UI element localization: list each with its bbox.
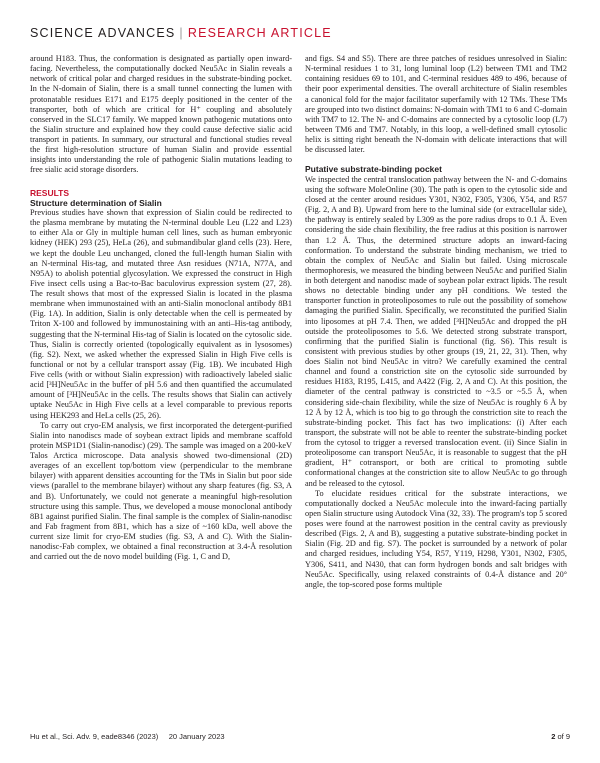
subheading-binding-pocket: Putative substrate-binding pocket: [305, 164, 442, 175]
page-number-total: of 9: [557, 732, 570, 741]
intro-paragraph-continued: around H183. Thus, the conformation is designated as partially open inward-facing. Nevertheless, the computationally docked Neu5Ac in Sialin reveals a network of critical polar and charged residues in the substrate-binding pocket. In the N-domain of Sialin, there is a small tunnel connecting the lumen with protonatable residues E171 and E175 deeply positioned in the center of the transporter, both of which are critical for H⁺ coupling and absolutely conserved in the SLC17 family. We mapped known pathogenic mutations onto the Sialin structure and explained how they could cause defective sialic acid transport in patients. In summary, our structural and functional studies reveal the first high-resolution structure of human Sialin and provide essential insights into understanding the role of pathogenic Sialin mutations leading to free sialic acid storage disorders.: [30, 54, 292, 175]
body-paragraph: To elucidate residues critical for the substrate interactions, we computationally docked a Neu5Ac molecule into the inward-facing partially open Sialin structure using Autodock Vina (32, 33). The program's top 5 scored poses were found at the narrowest position in the central cavity as previously described (Figs. 2, A and B), suggesting a putative substrate-binding pocket in Sialin (Fig. 2D and fig. S7). The pocket is surrounded by a network of polar and charged residues, including Y54, R57, Y119, H298, Y301, N302, F305, Y306, S411, and N430, that can form hydrogen bonds and salt bridges with Neu5Ac. Specifically, using relaxed constraints of 0.4-Å distance and 20° angle, the top-scored pose forms multiple: [305, 488, 567, 589]
page-number-current: 2: [551, 732, 556, 741]
results-heading: RESULTS: [30, 187, 70, 198]
body-paragraph: To carry out cryo-EM analysis, we first incorporated the detergent-purified Sialin into nanodiscs made of soybean extract lipids and membrane scaffold protein MSP1D1 (Sialin-nanodisc) (29). The sample was imaged on a 200-keV Talos Arctica microscope. Data analysis showed two-dimensional (2D) averages of an excellent top/bottom view (perpendicular to the membrane bilayer) with apparent densities accounting for the TMs in Sialin but poor side views (parallel to the membrane bilayer) without any sharp features (fig. S3, A and B). Unfortunately, we could not generate a meaningful high-resolution structure using this sample. Thus, we developed a mouse monoclonal antibody 8B1 against purified Sialin. The final sample is the complex of Sialin-nanodisc and Fab fragment from 8B1, which has a size of ~160 kDa, well above the current size limit for cryo-EM studies (fig. S3, A and C). With the Sialin-nanodisc-Fab complex, we obtained a final reconstruction at 3.4-Å resolution and carried out the de novo model building (Fig. 1, C and D,: [30, 420, 292, 562]
body-paragraph-continued: and figs. S4 and S5). There are three patches of residues unresolved in Sialin: N-terminal residues 1 to 31, long luminal loop (L2) between TM1 and TM2 containing residues 69 to 101, and C-terminal residues 489 to 496, because of their poor experimental densities. The overall architecture of Sialin resembles a canonical fold for the major facilitator superfamily with 12 TMs. These TMs are grouped into two distinct domains: N-domain with TM1 to 6 and C-domain with TM7 to 12. The N- and C-domains are connected by a cytosolic loop (L7) between TM6 and TM7. Notably, in this loop, a well-defined small cytosolic helix is sitting right beneath the N-domain with delicate interactions that will be discussed later.: [305, 54, 567, 155]
right-column: [305, 54, 567, 590]
page-number: [551, 732, 570, 741]
body-paragraph: We inspected the central translocation pathway between the N- and C-domains using the software MoleOnline (30). The path is open to the cytosolic side and closed at the center around residues Y301, N302, F305, Y306, Y54, and R57 (Fig. 2, A and B). Upward from here to the luminal side (or extracellular side), the pathway is entirely sealed by L309 as the pore radius drops to 0.1 Å. Even considering the side chain flexibility, the free radius at this position is narrower than 1.2 Å. Thus, the determined structure adopts an inward-facing conformation. To understand the substrate binding mechanism, we tried to obtain the complex of Neu5Ac and Sialin but failed. Using microscale thermophoresis, we measured the binding between Neu5Ac and purified Sialin in both detergent and nanodisc made of soybean polar extract lipids. The result shows no detectable binding under any pH conditions. We tested the transporter function in proteoliposomes to rule out the possibility of somehow damaging the purified Sialin. Specifically, we reconstituted the purified Sialin into liposomes at pH 7.4. Then, we added [³H]Neu5Ac and dropped the pH outside the proteoliposomes to 5.6. We detected strong substrate transport, confirming that the purified Sialin is functional (fig. S6). This result is consistent with previous studies by other groups (19, 21, 22, 31). Then, why does Sialin not bind Neu5Ac in vitro? We carefully examined the central channel and found a constriction site on the cytosolic side surrounded by residues H183, R195, L415, and A422 (Fig. 2, A and C). At this position, the diameter of the central pathway is constricted to ~3.5 or ~5.5 Å, when considering side-chain flexibility, while the size of Neu5Ac is roughly 6 Å by 12 Å by 12 Å, which is too big to go through the constriction site to reach the substrate-binding pocket. This fact has two implications: (i) After each transport, the substrate will not be able to reenter the substrate-binding pocket from the cytosol to trigger a reversed translocation event. (ii) Since Sialin in proteoliposome can transport Neu5Ac, it is reasonable to suggest that the pH gradient, H⁺ cotransport, or both are critical to promoting subtle conformational changes at the constriction site to allow Neu5Ac to go through and be released to the cytosol.: [305, 174, 567, 488]
header-separator: |: [179, 26, 184, 40]
left-column: [30, 54, 292, 562]
running-header: [30, 26, 332, 40]
body-paragraph: Previous studies have shown that expression of Sialin could be redirected to the plasma membrane by mutating the N-terminal double Leu (L22 and L23) to either Ala or Gly in multiple human cell lines, such as human embryonic kidney (HEK) 293 (25), HeLa (26), and submandibular gland cells (23). Here, we kept the double Leu unchanged, cloned the full-length human Sialin with an N-terminal His-tag, and mutated three Asn residues (N71A, N77A, and N95A) to abolish potential glycosylation. We expressed the construct in High Five insect cells using a Bac-to-Bac baculovirus expression system (27, 28). The result shows that most of the expressed Sialin is located in the plasma membrane when immunostained with an anti-Sialin monoclonal antibody 8B1 (Fig. 1A). In addition, Sialin is only detectable when the cell is permeated by Triton X-100 and followed by immunostaining with an anti–His-tag antibody, suggesting that the N-terminal His-tag of Sialin is located on the cytosolic side. Thus, Sialin is correctly oriented (topologically equivalent as in lysosomes) (fig. S2). Next, we asked whether the expressed Sialin in High Five cells is functional or not by a cellular transport assay (Fig. 1B). We incubated High Five cells (with or without Sialin expression) with radioactively labeled sialic acid [³H]Neu5Ac in the buffer of pH 5.6 and then quantified the accumulated amount of [³H]Neu5Ac in the cells. The results shows that Sialin can actively uptake Neu5Ac in High Five cells at a level comparable to previous reports using HEK293 and HeLa cells (25, 26).: [30, 208, 292, 420]
subheading-structure-determination: Structure determination of Sialin: [30, 197, 162, 208]
footer-citation: Hu et al., Sci. Adv. 9, eade8346 (2023) 20 January 2023: [30, 732, 225, 741]
journal-name: SCIENCE ADVANCES: [30, 26, 176, 40]
section-label: RESEARCH ARTICLE: [187, 26, 332, 40]
